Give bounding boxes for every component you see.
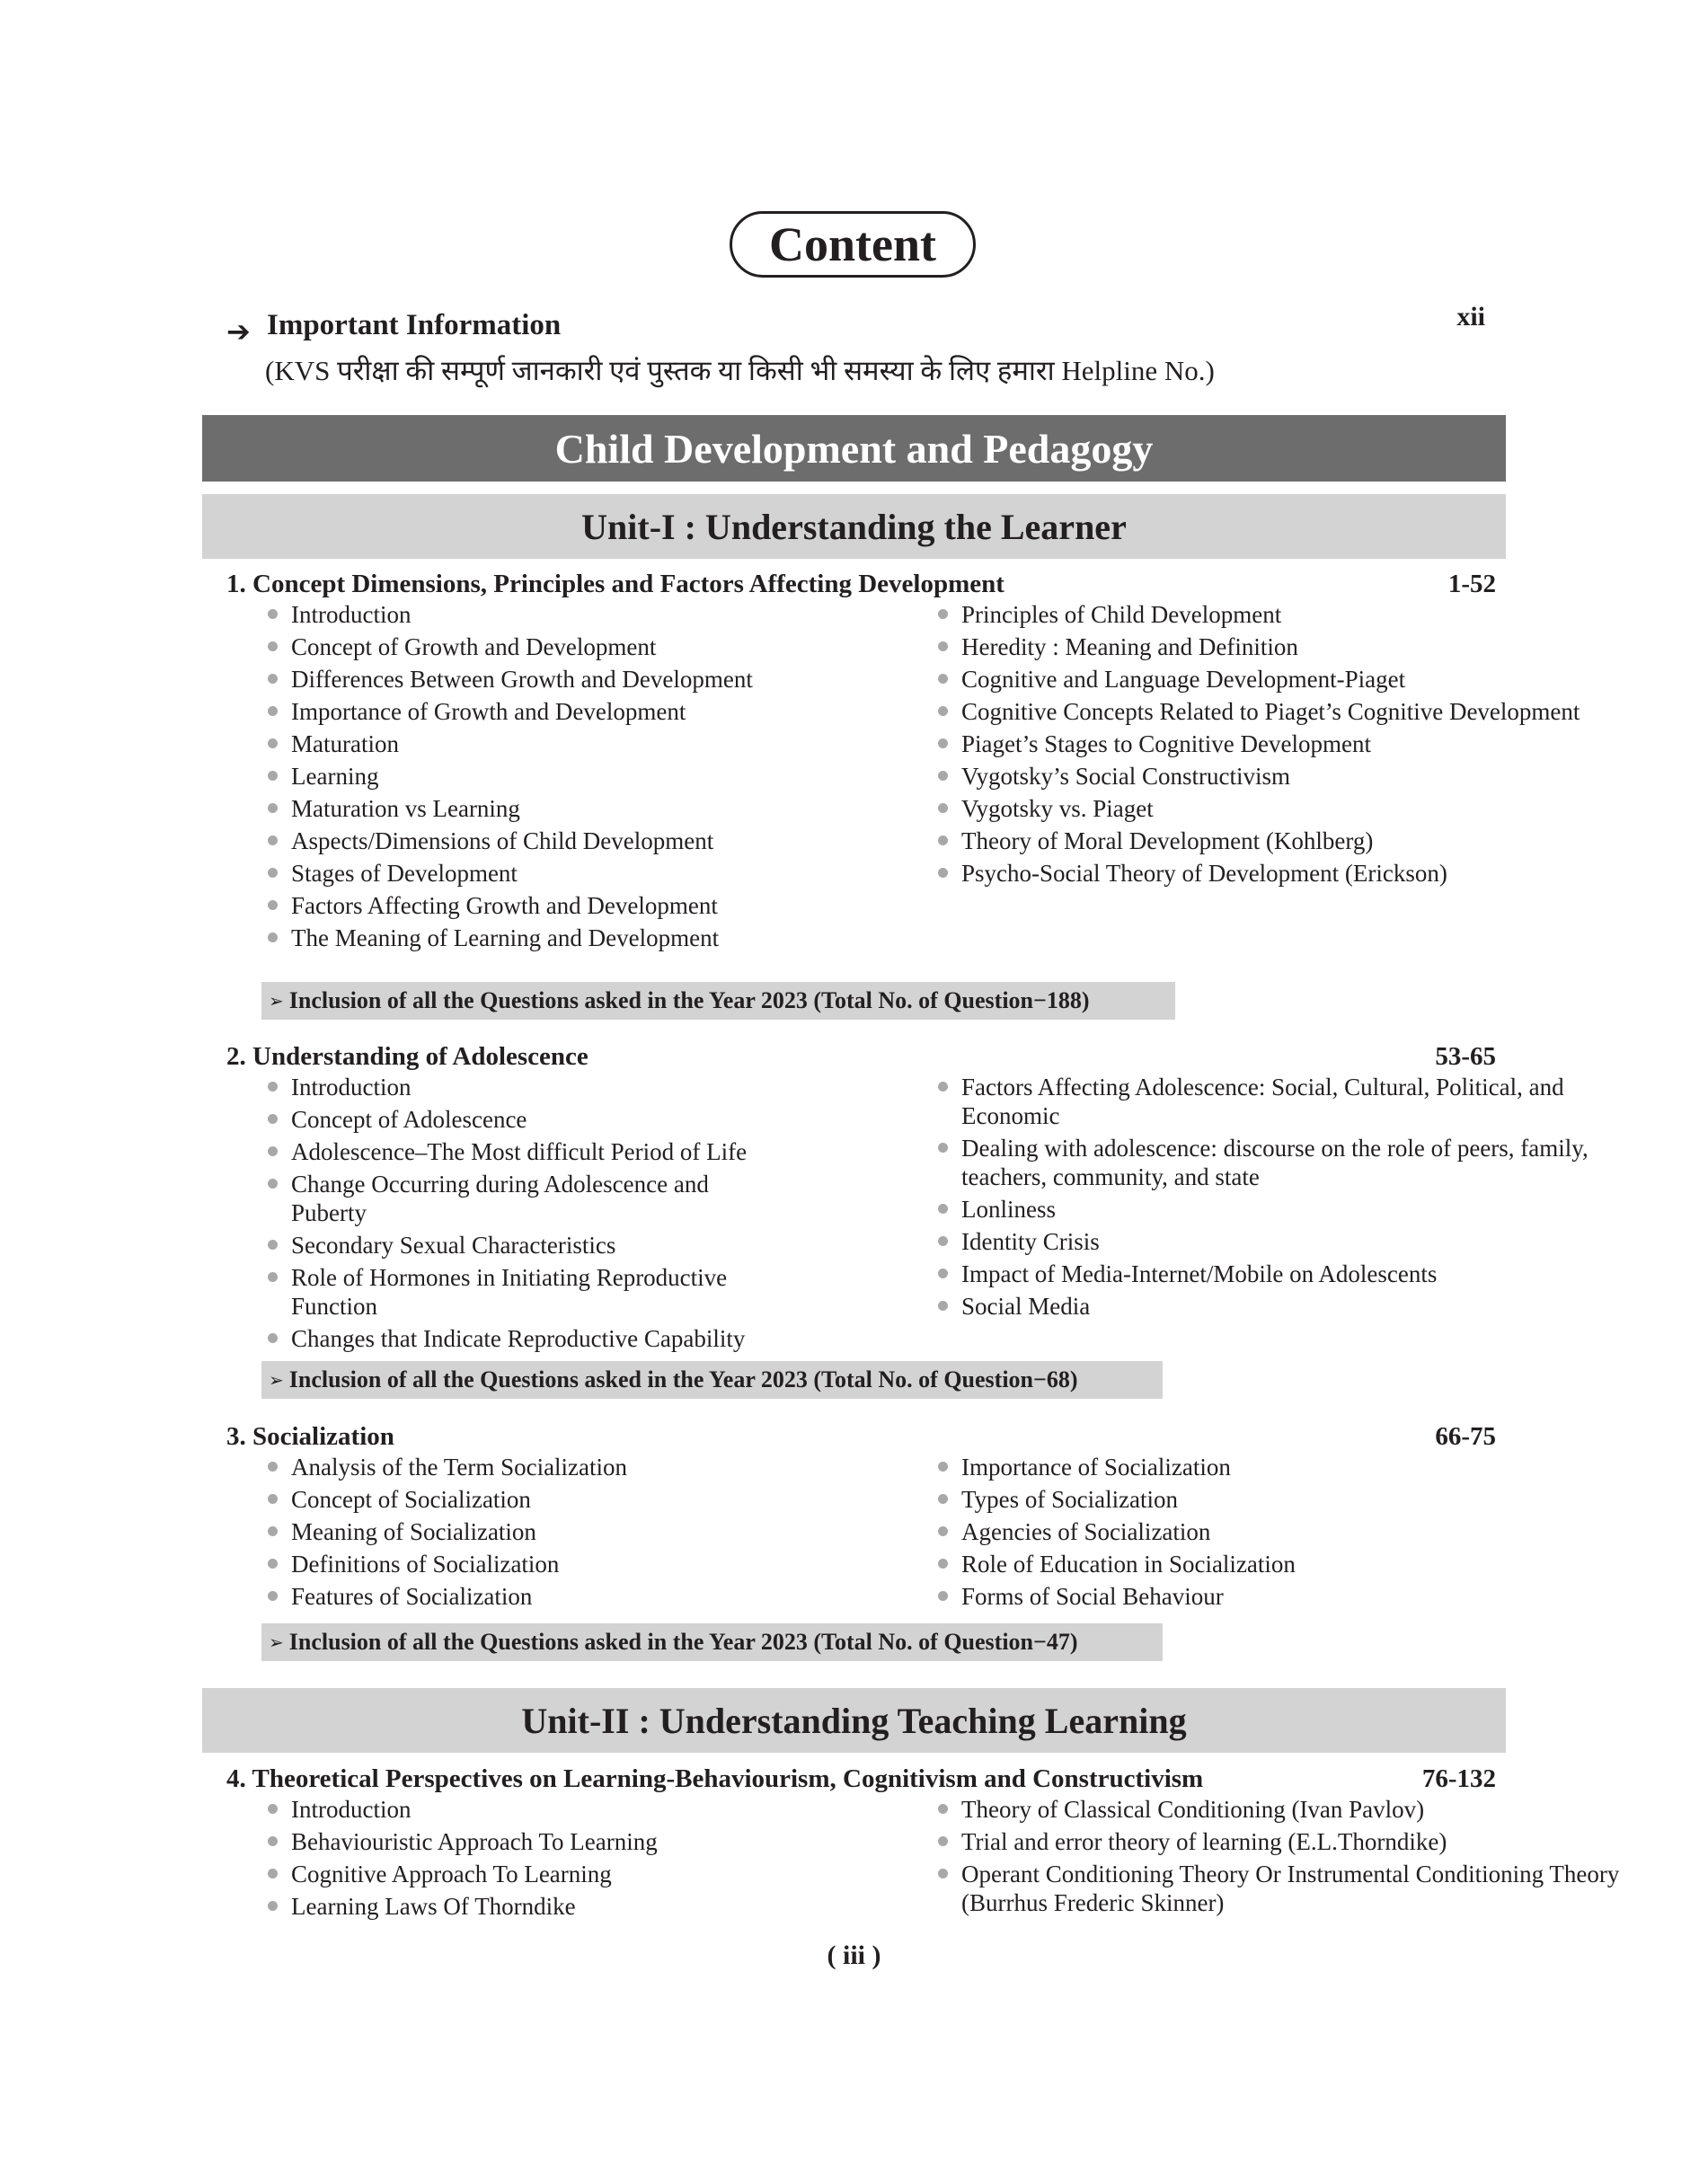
page-number: ( iii ) <box>827 1940 881 1970</box>
topic-item <box>934 600 1662 629</box>
bullet-icon <box>938 771 948 781</box>
bullet-icon <box>938 609 948 619</box>
topic-text: Role of Hormones in Initiating Reproductive Function <box>291 1264 728 1320</box>
topic-item <box>934 1134 1662 1191</box>
arrow-right-icon: ➔ <box>226 314 251 349</box>
topic-text: Change Occurring during Adolescence and Puberty <box>291 1171 709 1226</box>
topic-item <box>264 600 767 629</box>
inclusion-note <box>261 1623 1163 1661</box>
topic-item <box>264 632 767 661</box>
topic-item <box>934 1453 1662 1481</box>
topic-text: Factors Affecting Adolescence: Social, Cultural, Political, and Economic <box>961 1074 1564 1129</box>
topic-item <box>934 1485 1662 1514</box>
topic-text: Features of Socialization <box>291 1583 533 1610</box>
chapter-title[interactable]: 4. Theoretical Perspectives on Learning-Behaviourism, Cognitivism and Constructivism <box>226 1764 1204 1793</box>
bullet-icon <box>938 1836 948 1846</box>
topic-text: Psycho-Social Theory of Development (Erickson) <box>961 860 1447 887</box>
topic-item <box>934 1827 1662 1856</box>
page-title: Content <box>730 211 976 278</box>
bullet-icon <box>268 771 278 781</box>
topic-item <box>934 1517 1662 1546</box>
bullet-icon <box>938 835 948 845</box>
topic-text: Forms of Social Behaviour <box>961 1583 1224 1610</box>
topic-text: Definitions of Socialization <box>291 1551 560 1578</box>
inclusion-text: Inclusion of all the Questions asked in the Year 2023 (Total No. of Question−47) <box>288 1629 1078 1655</box>
chapter-title[interactable]: 2. Understanding of Adolescence <box>226 1042 589 1071</box>
topic-item <box>264 1324 767 1353</box>
topic-text: Cognitive Approach To Learning <box>291 1861 612 1887</box>
bullet-icon <box>268 835 278 845</box>
topic-text: Maturation vs Learning <box>291 795 520 822</box>
unit-title: Unit-I : Understanding the Learner <box>581 506 1127 547</box>
topic-text: Introduction <box>291 601 412 628</box>
topic-item <box>264 1517 767 1546</box>
topic-text: Heredity : Meaning and Definition <box>961 633 1298 660</box>
topic-item <box>934 1073 1662 1130</box>
section-title-band <box>202 415 1506 482</box>
topic-text: Learning Laws Of Thorndike <box>291 1893 576 1920</box>
inclusion-note <box>261 1361 1163 1399</box>
bullet-icon <box>268 1526 278 1536</box>
topic-text: Learning <box>291 763 379 790</box>
topic-text: Differences Between Growth and Development <box>291 666 753 693</box>
bullet-icon <box>268 706 278 716</box>
inclusion-note <box>261 982 1175 1020</box>
topic-text: Introduction <box>291 1074 412 1101</box>
topic-item <box>264 1827 767 1856</box>
topic-list-right <box>934 1453 1662 1614</box>
topic-list-right <box>934 1073 1662 1324</box>
topic-text: Changes that Indicate Reproductive Capability <box>291 1325 746 1352</box>
bullet-icon <box>938 1301 948 1311</box>
topic-text: Importance of Growth and Development <box>291 698 686 725</box>
bullet-icon <box>268 1869 278 1879</box>
topic-item <box>934 1582 1662 1611</box>
bullet-icon <box>938 738 948 748</box>
topic-item <box>934 729 1662 758</box>
important-info-page: xii <box>1456 302 1485 332</box>
unit-band-2 <box>202 1688 1506 1753</box>
bullet-icon <box>268 1559 278 1569</box>
topic-item <box>934 859 1662 888</box>
bullet-icon <box>938 706 948 716</box>
bullet-icon <box>268 1836 278 1846</box>
bullet-icon <box>938 641 948 651</box>
topic-list-left <box>264 1795 767 1924</box>
topic-text: Concept of Adolescence <box>291 1106 527 1133</box>
topic-item <box>934 827 1662 855</box>
topic-item <box>934 1292 1662 1321</box>
topic-item <box>264 924 767 952</box>
bullet-icon <box>938 868 948 878</box>
topic-text: Role of Education in Socialization <box>961 1551 1296 1578</box>
important-info-title[interactable]: Important Information <box>267 309 562 341</box>
topic-text: Lonliness <box>961 1196 1056 1223</box>
chapter-title[interactable]: 1. Concept Dimensions, Principles and Factors Affecting Development <box>226 570 1004 598</box>
topic-item <box>934 1860 1662 1917</box>
topic-text: Meaning of Socialization <box>291 1518 536 1545</box>
topic-text: Concept of Socialization <box>291 1486 531 1513</box>
bullet-icon <box>268 1179 278 1189</box>
bullet-icon <box>938 1526 948 1536</box>
topic-text: Operant Conditioning Theory Or Instrumental Conditioning Theory (Burrhus Frederic Skinner) <box>961 1861 1620 1916</box>
topic-item <box>934 794 1662 823</box>
topic-text: Adolescence–The Most difficult Period of Life <box>291 1138 748 1165</box>
topic-item <box>264 1453 767 1481</box>
triangle-bullet-icon: ➢ <box>269 1631 284 1653</box>
bullet-icon <box>268 1901 278 1911</box>
topic-list-left <box>264 600 767 956</box>
topic-item <box>264 891 767 920</box>
topic-text: Agencies of Socialization <box>961 1518 1211 1545</box>
topic-text: Impact of Media-Internet/Mobile on Adolescents <box>961 1260 1438 1287</box>
topic-item <box>934 632 1662 661</box>
topic-text: Piaget’s Stages to Cognitive Development <box>961 730 1371 757</box>
topic-text: Factors Affecting Growth and Development <box>291 892 718 919</box>
topic-item <box>934 697 1662 726</box>
chapter-1 <box>226 568 1580 951</box>
unit-title: Unit-II : Understanding Teaching Learning <box>521 1700 1187 1741</box>
inclusion-text: Inclusion of all the Questions asked in the Year 2023 (Total No. of Question−68) <box>288 1366 1078 1392</box>
topic-item <box>264 1582 767 1611</box>
topic-item <box>264 1860 767 1888</box>
triangle-bullet-icon: ➢ <box>269 1369 284 1391</box>
topic-item <box>934 665 1662 694</box>
bullet-icon <box>938 1462 948 1472</box>
chapter-pages: 53-65 <box>1435 1042 1496 1071</box>
topic-text: Trial and error theory of learning (E.L.Thorndike) <box>961 1828 1447 1855</box>
bullet-icon <box>268 1146 278 1156</box>
topic-list-right <box>934 600 1662 891</box>
bullet-icon <box>938 1494 948 1504</box>
topic-text: Secondary Sexual Characteristics <box>291 1232 616 1259</box>
topic-item <box>264 1550 767 1578</box>
bullet-icon <box>268 868 278 878</box>
chapter-pages: 1-52 <box>1447 570 1496 598</box>
topic-list-left <box>264 1073 767 1357</box>
bullet-icon <box>938 1869 948 1879</box>
section-title: Child Development and Pedagogy <box>554 425 1154 472</box>
topic-item <box>934 1260 1662 1288</box>
bullet-icon <box>938 1559 948 1569</box>
topic-text: Theory of Classical Conditioning (Ivan Pavlov) <box>961 1796 1425 1823</box>
bullet-icon <box>268 1240 278 1250</box>
topic-text: Cognitive and Language Development-Piaget <box>961 666 1406 693</box>
topic-item <box>264 794 767 823</box>
bullet-icon <box>938 1804 948 1814</box>
bullet-icon <box>268 1082 278 1092</box>
topic-text: Vygotsky’s Social Constructivism <box>961 763 1291 790</box>
bullet-icon <box>938 1236 948 1246</box>
topic-item <box>264 1105 767 1134</box>
topic-text: Maturation <box>291 730 399 757</box>
important-info-subtitle: (KVS परीक्षा की सम्पूर्ण जानकारी एवं पुस्तक या किसी भी समस्या के लिए हमारा Helpline No.) <box>265 355 1215 386</box>
topic-text: Social Media <box>961 1293 1091 1320</box>
bullet-icon <box>938 1143 948 1153</box>
bullet-icon <box>938 1082 948 1092</box>
topic-text: Aspects/Dimensions of Child Development <box>291 827 714 854</box>
topic-list-left <box>264 1453 767 1614</box>
topic-item <box>264 827 767 855</box>
bullet-icon <box>938 1591 948 1601</box>
topic-item <box>934 762 1662 791</box>
topic-item <box>264 859 767 888</box>
bullet-icon <box>268 674 278 684</box>
bullet-icon <box>268 1333 278 1343</box>
topic-text: Cognitive Concepts Related to Piaget’s Cognitive Development <box>961 698 1580 725</box>
bullet-icon <box>938 1269 948 1278</box>
topic-item <box>934 1795 1662 1824</box>
topic-text: Behaviouristic Approach To Learning <box>291 1828 658 1855</box>
topic-text: Stages of Development <box>291 860 518 887</box>
bullet-icon <box>268 1272 278 1282</box>
bullet-icon <box>268 900 278 910</box>
topic-item <box>934 1195 1662 1224</box>
chapter-4 <box>226 1763 1620 1920</box>
topic-text: Concept of Growth and Development <box>291 633 657 660</box>
topic-item <box>264 665 767 694</box>
topic-item <box>264 1263 767 1321</box>
topic-text: Identity Crisis <box>961 1228 1100 1255</box>
triangle-bullet-icon: ➢ <box>269 990 284 1012</box>
chapter-title[interactable]: 3. Socialization <box>226 1422 394 1451</box>
bullet-icon <box>268 738 278 748</box>
topic-item <box>934 1550 1662 1578</box>
bullet-icon <box>268 1114 278 1124</box>
bullet-icon <box>268 1804 278 1814</box>
bullet-icon <box>268 641 278 651</box>
topic-text: Dealing with adolescence: discourse on the role of peers, family, teachers, community, and state <box>961 1135 1589 1190</box>
bullet-icon <box>268 1591 278 1601</box>
chapter-2 <box>226 1040 1589 1352</box>
topic-item <box>264 762 767 791</box>
bullet-icon <box>268 1494 278 1504</box>
topic-item <box>264 1485 767 1514</box>
topic-item <box>264 697 767 726</box>
topic-text: Vygotsky vs. Piaget <box>961 795 1154 822</box>
chapter-pages: 66-75 <box>1435 1422 1496 1451</box>
unit-band-1 <box>202 494 1506 559</box>
bullet-icon <box>268 803 278 813</box>
topic-item <box>264 1892 767 1921</box>
topic-item <box>934 1227 1662 1256</box>
topic-text: Types of Socialization <box>961 1486 1179 1513</box>
topic-item <box>264 1170 767 1227</box>
topic-item <box>264 1137 767 1166</box>
topic-item <box>264 1795 767 1824</box>
topic-item <box>264 729 767 758</box>
bullet-icon <box>938 674 948 684</box>
topic-text: Theory of Moral Development (Kohlberg) <box>961 827 1374 854</box>
bullet-icon <box>268 1462 278 1472</box>
bullet-icon <box>938 1204 948 1214</box>
topic-list-right <box>934 1795 1662 1921</box>
topic-text: Importance of Socialization <box>961 1454 1231 1481</box>
topic-item <box>264 1073 767 1101</box>
bullet-icon <box>268 609 278 619</box>
chapter-3 <box>226 1420 1496 1610</box>
bullet-icon <box>268 933 278 942</box>
topic-text: Principles of Child Development <box>961 601 1282 628</box>
topic-text: Analysis of the Term Socialization <box>291 1454 628 1481</box>
chapter-pages: 76-132 <box>1421 1764 1496 1793</box>
bullet-icon <box>938 803 948 813</box>
inclusion-text: Inclusion of all the Questions asked in the Year 2023 (Total No. of Question−188) <box>288 987 1090 1013</box>
topic-text: The Meaning of Learning and Development <box>291 924 720 951</box>
topic-text: Introduction <box>291 1796 412 1823</box>
topic-item <box>264 1231 767 1260</box>
